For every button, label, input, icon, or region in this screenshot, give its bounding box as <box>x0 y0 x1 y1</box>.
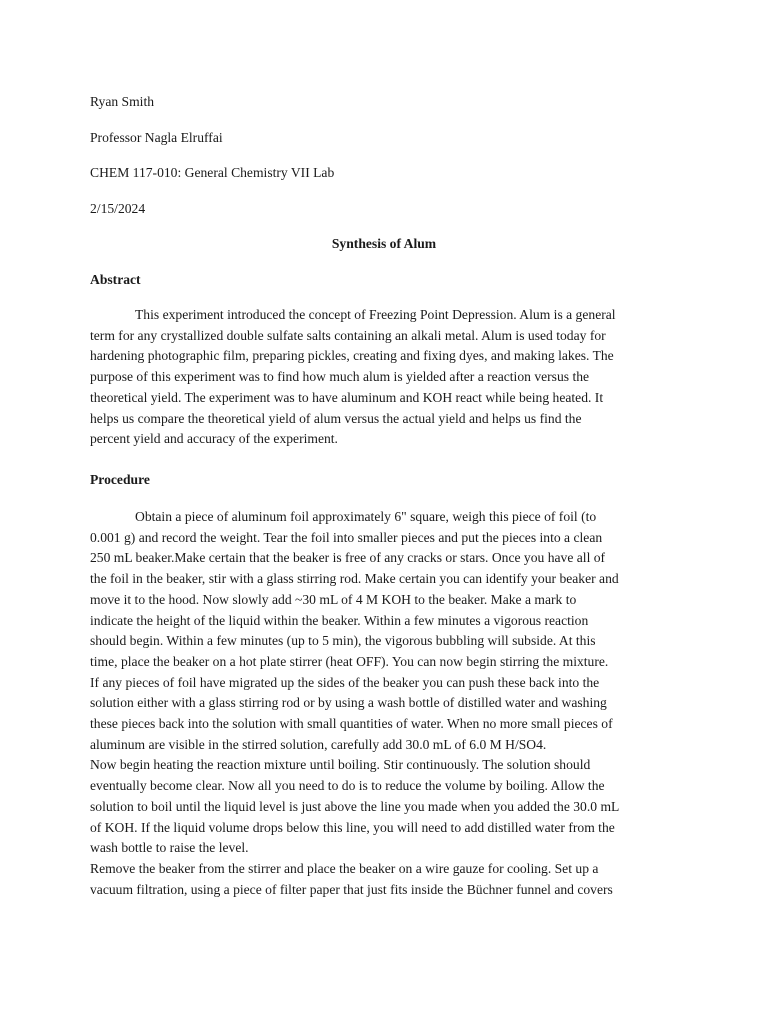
procedure-line: indicate the height of the liquid within the beaker. Within a few minutes a vigorous reaction <box>90 612 589 628</box>
procedure-line: Obtain a piece of aluminum foil approximately 6" square, weigh this piece of foil (to <box>135 509 597 524</box>
procedure-line: the foil in the beaker, stir with a glass stirring rod. Make certain you can identify your beaker and <box>90 571 619 587</box>
course-name: CHEM 117-010: General Chemistry VII Lab <box>90 165 335 180</box>
procedure-line: 250 mL beaker.Make certain that the beaker is free of any cracks or stars. Once you have all of <box>90 550 606 566</box>
abstract-paragraph <box>90 305 680 450</box>
procedure-line: 0.001 g) and record the weight. Tear the foil into smaller pieces and put the pieces into a clean <box>90 529 603 545</box>
procedure-line: these pieces back into the solution with small quantities of water. When no more small pieces of <box>90 716 613 732</box>
abstract-line: helps us compare the theoretical yield of alum versus the actual yield and helps us find the <box>90 410 582 426</box>
procedure-line: If any pieces of foil have migrated up the sides of the beaker you can push these back into the <box>90 674 600 690</box>
procedure-line: aluminum are visible in the stirred solution, carefully add 30.0 mL of 6.0 M H/SO4. <box>90 736 547 752</box>
procedure-line: vacuum filtration, using a piece of filter paper that just fits inside the Büchner funnel and covers <box>90 881 613 897</box>
procedure-line: time, place the beaker on a hot plate stirrer (heat OFF). You can now begin stirring the mixture. <box>90 653 609 669</box>
procedure-paragraph <box>90 507 680 900</box>
author-name: Ryan Smith <box>90 94 155 109</box>
procedure-line: Now begin heating the reaction mixture until boiling. Stir continuously. The solution should <box>90 757 591 773</box>
abstract-line: This experiment introduced the concept of Freezing Point Depression. Alum is a general <box>135 307 616 322</box>
abstract-line: purpose of this experiment was to find how much alum is yielded after a reaction versus the <box>90 369 590 385</box>
abstract-heading: Abstract <box>90 272 141 287</box>
procedure-line: wash bottle to raise the level. <box>90 840 249 856</box>
procedure-line: Remove the beaker from the stirrer and place the beaker on a wire gauze for cooling. Set up a <box>90 860 599 876</box>
procedure-line: should begin. Within a few minutes (up to 5 min), the vigorous bubbling will subside. At this <box>90 633 596 649</box>
abstract-line: term for any crystallized double sulfate salts containing an alkali metal. Alum is used today for <box>90 327 606 343</box>
report-date: 2/15/2024 <box>90 201 146 216</box>
procedure-line: solution either with a glass stirring rod or by using a wash bottle of distilled water and washing <box>90 695 607 711</box>
procedure-line: eventually become clear. Now all you need to do is to reduce the volume by boiling. Allow the <box>90 778 605 794</box>
abstract-line: percent yield and accuracy of the experiment. <box>90 431 338 447</box>
procedure-heading: Procedure <box>90 472 150 487</box>
procedure-line: of KOH. If the liquid volume drops below this line, you will need to add distilled water from the <box>90 819 615 835</box>
professor-name: Professor Nagla Elruffai <box>90 130 223 145</box>
procedure-line: solution to boil until the liquid level is just above the line you made when you added the 30.0 mL <box>90 798 620 814</box>
abstract-line: theoretical yield. The experiment was to have aluminum and KOH react while being heated. It <box>90 389 604 405</box>
procedure-line: move it to the hood. Now slowly add ~30 mL of 4 M KOH to the beaker. Make a mark to <box>90 591 577 607</box>
abstract-line: hardening photographic film, preparing pickles, creating and fixing dyes, and making lakes. The <box>90 348 614 364</box>
document-title: Synthesis of Alum <box>331 236 437 251</box>
